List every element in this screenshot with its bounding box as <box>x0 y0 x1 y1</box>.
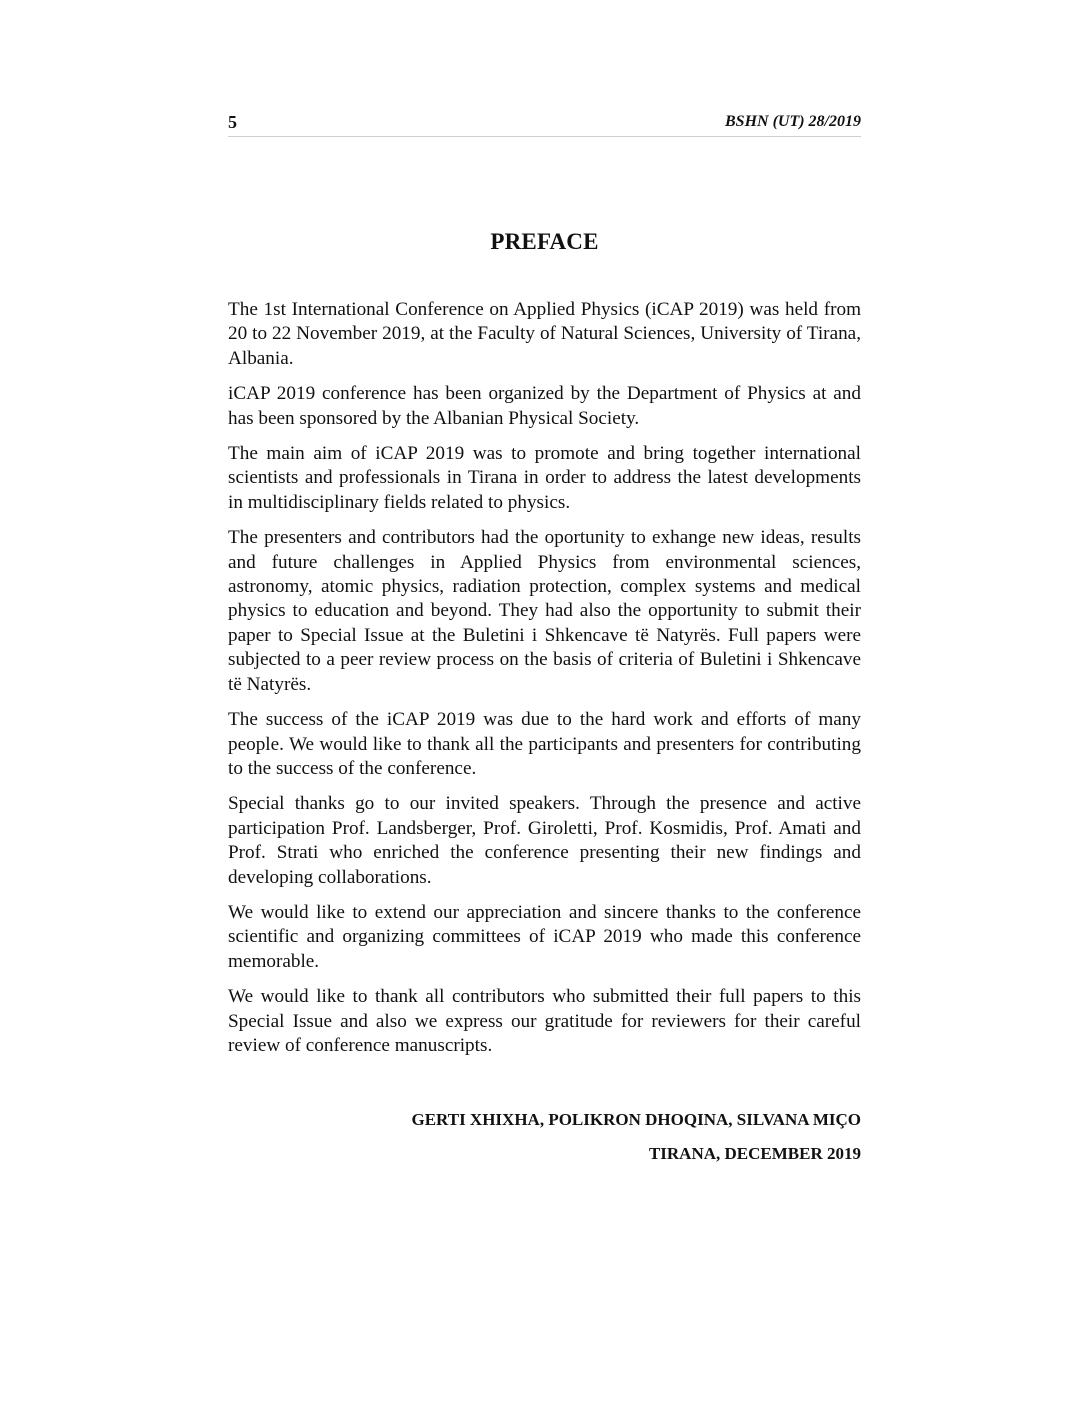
paragraph-6: Special thanks go to our invited speakers. Through the presence and active participation Prof. Landsberger, Prof. Giroletti, Prof. Kosmidis, Prof. Amati and Prof. Strati who enriched the conference presenting their new findings and developing collaborations. <box>228 793 861 888</box>
paragraph-3: The main aim of iCAP 2019 was to promote and bring together international scientists and professionals in Tirana in order to address the latest developments in multidisciplinary fields related to physics. <box>228 443 861 513</box>
page-number: 5 <box>228 112 237 132</box>
paragraph-7: We would like to extend our appreciation and sincere thanks to the conference scientific and organizing committees of iCAP 2019 who made this conference memorable. <box>228 901 861 972</box>
paragraph-2: iCAP 2019 conference has been organized by the Department of Physics at and has been sponsored by the Albanian Physical Society. <box>228 383 861 429</box>
signature-block <box>411 1110 861 1178</box>
paragraph-4: The presenters and contributors had the oportunity to exhange new ideas, results and future challenges in Applied Physics from environmental sciences, astronomy, atomic physics, radiation protection, complex systems and medical physics to education and beyond. They had also the opportunity to submit their paper to Special Issue at the Buletini i Shkencave të Natyrës. Full papers were subjected to a peer review process on the basis of criteria of Buletini i Shkencave të Natyrës. <box>228 527 861 695</box>
paragraph-5: The success of the iCAP 2019 was due to the hard work and efforts of many people. We would like to thank all the participants and presenters for contributing to the success of the conference. <box>228 709 861 779</box>
preface-body <box>228 298 861 1069</box>
signature-authors: GERTI XHIXHA, POLIKRON DHOQINA, SILVANA MIÇO <box>411 1110 861 1129</box>
page-title: PREFACE <box>490 229 599 254</box>
paragraph-1: The 1st International Conference on Applied Physics (iCAP 2019) was held from 20 to 22 November 2019, at the Faculty of Natural Sciences, University of Tirana, Albania. <box>228 299 861 369</box>
paragraph-8: We would like to thank all contributors who submitted their full papers to this Special Issue and also we express our gratitude for reviewers for their careful review of conference manuscripts. <box>228 986 861 1056</box>
running-header <box>228 112 861 137</box>
signature-place-date: TIRANA, DECEMBER 2019 <box>648 1144 861 1163</box>
journal-running-head: BSHN (UT) 28/2019 <box>725 113 861 130</box>
